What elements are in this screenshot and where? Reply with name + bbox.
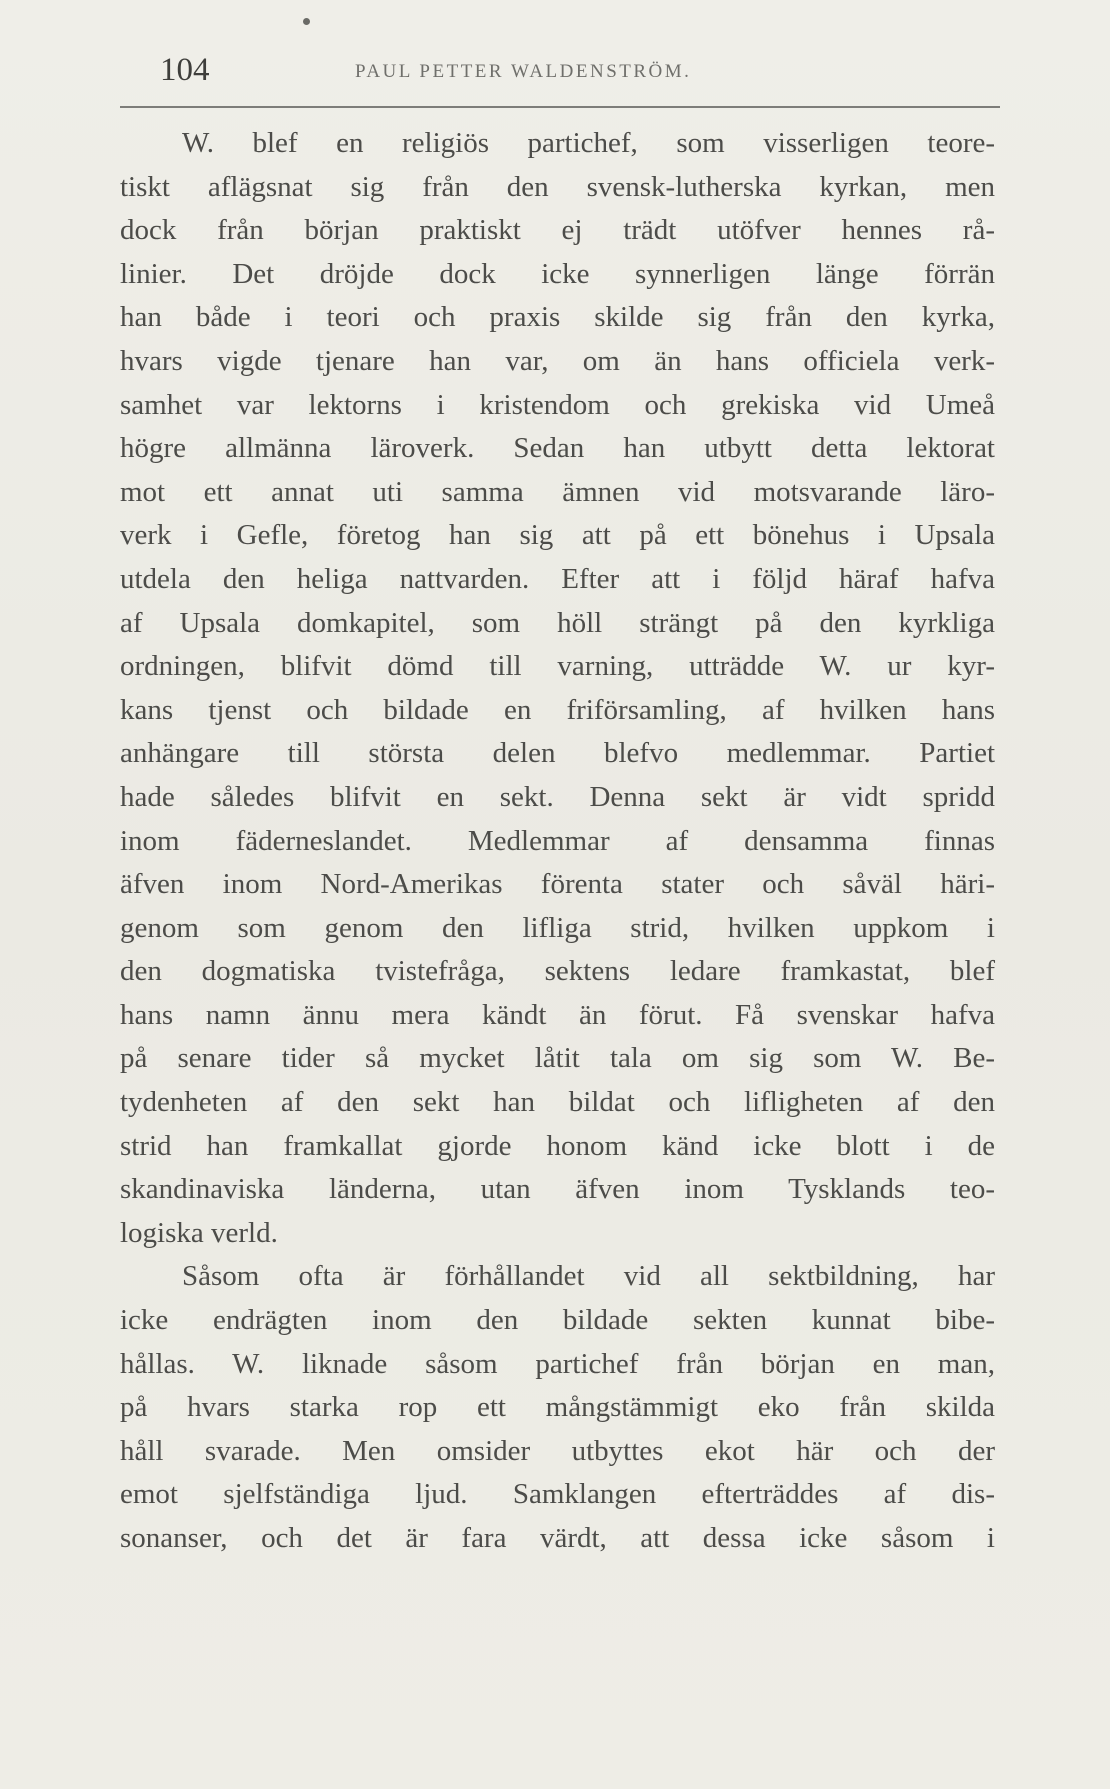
body-text xyxy=(120,122,995,1561)
ink-speck xyxy=(303,18,310,25)
text-line: W. blef en religiös partichef, som visserligen teore- xyxy=(182,127,995,159)
text-line: dock från början praktiskt ej trädt utöfver hennes rå- xyxy=(120,214,995,247)
text-line: icke endrägten inom den bildade sekten kunnat bibe- xyxy=(120,1304,995,1337)
text-line: logiska verld. xyxy=(120,1216,278,1249)
text-line: på hvars starka rop ett mångstämmigt eko från skilda xyxy=(120,1391,995,1424)
text-line: samhet var lektorns i kristendom och grekiska vid Umeå xyxy=(120,388,995,421)
text-line: kans tjenst och bildade en friförsamling, af hvilken hans xyxy=(120,693,995,726)
text-line: anhängare till största delen blefvo medlemmar. Partiet xyxy=(120,737,995,770)
text-line: utdela den heliga nattvarden. Efter att i följd häraf hafva xyxy=(120,562,995,595)
text-line: af Upsala domkapitel, som höll strängt på den kyrkliga xyxy=(120,606,995,639)
page-header xyxy=(160,52,1000,102)
text-line: hvars vigde tjenare han var, om än hans officiela verk- xyxy=(120,344,995,377)
text-line: han både i teori och praxis skilde sig från den kyrka, xyxy=(120,301,995,334)
text-line: håll svarade. Men omsider utbyttes ekot här och der xyxy=(120,1434,995,1467)
text-line: ordningen, blifvit dömd till varning, utträdde W. ur kyr- xyxy=(120,650,995,683)
text-line: hans namn ännu mera kändt än förut. Få svenskar hafva xyxy=(120,998,995,1031)
page-number: 104 xyxy=(160,52,210,88)
text-line: emot sjelfständiga ljud. Samklangen efterträddes af dis- xyxy=(120,1478,995,1511)
text-line: verk i Gefle, företog han sig att på ett bönehus i Upsala xyxy=(120,519,995,552)
text-line: högre allmänna läroverk. Sedan han utbytt detta lektorat xyxy=(120,432,995,465)
text-line: äfven inom Nord-Amerikas förenta stater och såväl häri- xyxy=(120,868,995,901)
text-line: hållas. W. liknade såsom partichef från början en man, xyxy=(120,1347,995,1380)
text-line: på senare tider så mycket låtit tala om sig som W. Be- xyxy=(120,1042,995,1075)
text-line: hade således blifvit en sekt. Denna sekt är vidt spridd xyxy=(120,780,995,813)
text-line: linier. Det dröjde dock icke synnerligen länge förrän xyxy=(120,257,995,290)
text-line: skandinaviska länderna, utan äfven inom Tysklands teo- xyxy=(120,1173,995,1206)
text-line: Såsom ofta är förhållandet vid all sektbildning, har xyxy=(182,1260,995,1293)
text-line: strid han framkallat gjorde honom känd icke blott i de xyxy=(120,1129,995,1162)
text-line: den dogmatiska tvistefråga, sektens ledare framkastat, blef xyxy=(120,955,995,988)
text-line: genom som genom den lifliga strid, hvilken uppkom i xyxy=(120,911,995,944)
running-head: PAUL PETTER WALDENSTRÖM. xyxy=(355,61,692,82)
header-rule xyxy=(120,106,1000,108)
text-line: mot ett annat uti samma ämnen vid motsvarande läro- xyxy=(120,475,995,508)
text-line: tiskt aflägsnat sig från den svensk-lutherska kyrkan, men xyxy=(120,170,995,203)
text-line: tydenheten af den sekt han bildat och lifligheten af den xyxy=(120,1086,995,1119)
text-line: inom fäderneslandet. Medlemmar af densamma finnas xyxy=(120,824,995,857)
text-line: sonanser, och det är fara värdt, att dessa icke såsom i xyxy=(120,1522,995,1554)
